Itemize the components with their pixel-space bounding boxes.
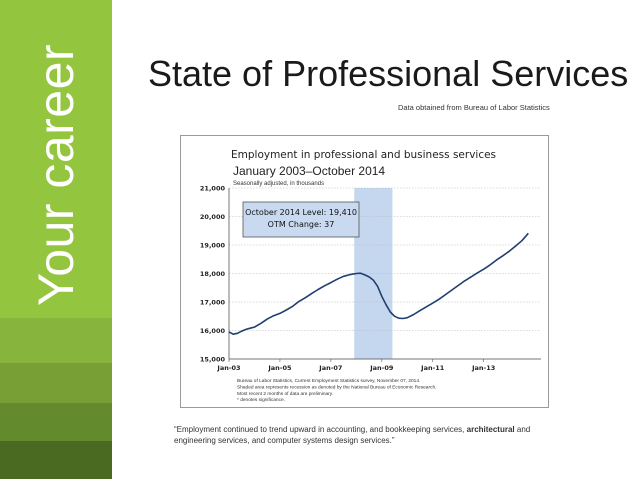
y-tick-label: 21,000 [199, 184, 225, 193]
sidebar-band [0, 441, 112, 479]
chart-frame [180, 135, 549, 408]
quote-part: and engineering services, and computer systems design services.” [174, 425, 531, 445]
callout-change: OTM Change: 37 [267, 220, 335, 229]
quote-text [174, 424, 554, 446]
y-tick-label: 20,000 [199, 213, 225, 221]
x-tick-label: Jan-07 [319, 364, 343, 372]
callout-level: October 2014 Level: 19,410 [245, 208, 357, 217]
x-tick-label: Jan-03 [217, 364, 241, 372]
chart-subtitle: January 2003–October 2014 [233, 164, 386, 178]
sidebar-band [0, 403, 112, 441]
chart-title: Employment in professional and business services [231, 149, 497, 161]
slide-title: State of Professional Services [148, 53, 629, 94]
chart-footnote: Most recent 2 months of data are preliminary. [237, 391, 334, 397]
sidebar-band [0, 363, 112, 403]
y-tick-label: 16,000 [199, 327, 225, 335]
employment-line-chart [181, 136, 548, 407]
source-note: Data obtained from Bureau of Labor Statistics [398, 103, 550, 112]
y-tick-label: 17,000 [199, 298, 225, 307]
chart-footnote: Shaded area represents recession as denoted by the National Bureau of Economic Research. [237, 385, 437, 391]
chart-footnote: Bureau of Labor Statistics, Current Employment Statistics survey, November 07, 2014. [237, 379, 421, 384]
x-tick-label: Jan-13 [472, 364, 496, 372]
quote-part: “Employment continued to trend upward in accounting, and bookkeeping services, [174, 425, 467, 434]
y-tick-label: 15,000 [199, 355, 225, 364]
x-tick-label: Jan-09 [370, 364, 394, 372]
chart-unit-note: Seasonally adjusted, in thousands [233, 181, 325, 187]
sidebar-title: Your career [28, 43, 84, 307]
sidebar [0, 0, 112, 479]
y-tick-label: 19,000 [199, 241, 225, 250]
quote-bold-word: architectural [466, 425, 515, 434]
sidebar-band [0, 318, 112, 363]
y-tick-label: 18,000 [199, 270, 225, 278]
chart-footnote: * denotes significance. [237, 398, 285, 404]
x-tick-label: Jan-11 [421, 364, 445, 372]
x-tick-label: Jan-05 [268, 364, 292, 372]
